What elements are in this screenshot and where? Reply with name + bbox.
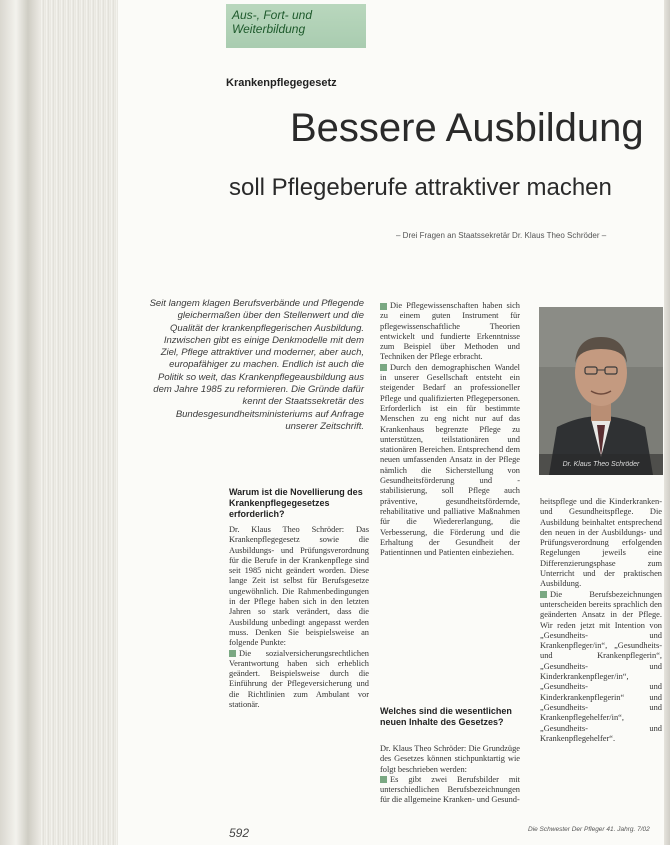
column-3-body xyxy=(540,497,662,744)
right-page-edge xyxy=(664,0,670,845)
portrait-photo xyxy=(539,307,663,475)
footer-source: Die Schwester Der Pfleger 41. Jahrg. 7/02 xyxy=(528,826,650,833)
column-3-bullet: Die Berufsbezeichnungen unterscheiden bereits sprachlich den geänderten Ansatz in der Pflege. Wir reden jetzt mit Intention von „Gesundheits- und Krankenpfleger/in“, „Gesundheits- und Krankenpflegerin“, „Gesundheits- und Kinderkrankenpfleger/in“, „Gesundheits- und Kinderkrankenpflegerin“ und „Gesundheits- und Krankenpflegehelfer/in“, „Gesundheits- und Krankenpflegehelfer“. xyxy=(540,589,662,743)
bullet-square-icon xyxy=(540,591,547,598)
article-headline: Bessere Ausbildung xyxy=(290,106,644,150)
bullet-square-icon xyxy=(229,650,236,657)
column-2-bullet-1: Die Pflegewissenschaften haben sich zu einem guten Instrument für pflegewissenschaftliche Theorien entwickelt und fundierte Erkenntnisse zum Beispiel über Methoden und Techniken der Pflege erbracht. xyxy=(380,301,520,362)
column-2-body xyxy=(380,301,520,558)
book-binding xyxy=(0,0,40,845)
section-label: Aus-, Fort- und Weiterbildung xyxy=(232,8,313,36)
column-1-bullet: Die sozialversicherungsrechtlichen Verantwortung haben sich erheblich geändert. Beispielsweise durch die Einführung der Pflegeversicherung und die Richtlinien zum Ambulant vor stationär. xyxy=(229,648,369,710)
column-2-bullet-3: Es gibt zwei Berufsbilder mit unterschiedlichen Berufsbezeichnungen für die allgemeine Kranken- und Gesund- xyxy=(380,774,520,805)
page-edges xyxy=(40,0,118,845)
article-byline: – Drei Fragen an Staatssekretär Dr. Klaus Theo Schröder – xyxy=(396,231,607,240)
column-1-body xyxy=(229,525,369,710)
photo-caption: Dr. Klaus Theo Schröder xyxy=(539,454,663,475)
bullet-square-icon xyxy=(380,776,387,783)
article-subhead: soll Pflegeberufe attraktiver machen xyxy=(229,174,612,201)
page-number: 592 xyxy=(229,826,250,840)
bullet-square-icon xyxy=(380,303,387,310)
portrait-illustration xyxy=(539,307,663,475)
column-1-answer: Dr. Klaus Theo Schröder: Das Krankenpflegegesetz sowie die Ausbildungs- und Prüfungsverordnung für die Berufe in der Krankenpflege sind seit 1985 nicht geändert worden. Diese lange Zeit ist selbst für Berufsgesetze ungewöhnlich. Die Rahmenbedingungen in der Pflege haben sich in den letzten Jahren so stark verändert, dass die Ausbildung unbedingt angepasst werden muss. Denken Sie beispielsweise an folgende Punkte: xyxy=(229,525,369,648)
article-intro: Seit langem klagen Berufsverbände und Pflegende gleichermaßen über den Stellenwert und die Qualität der krankenpflegerischen Ausbildung. Inzwischen gibt es einige Denkmodelle mit dem Ziel, Pflege attraktiver und moderner, aber auch, europafähiger zu machen. Endlich ist auch die Politik so weit, das Krankenpflegeausbildung aus dem Jahre 1985 zu reformieren. Die Gründe dafür kennt der Staatssekretär des Bundesgesundheitsministeriums auf Anfrage unserer Zeitschrift. xyxy=(149,298,364,432)
question-1: Warum ist die Novellierung des Krankenpflegegesetzes erforderlich? xyxy=(229,487,363,519)
column-2-bullet-2: Durch den demographischen Wandel in unserer Gesellschaft entsteht ein steigender Bedarf an professioneller Pflege und qualifizierten Pflegepersonen. Erforderlich ist ein für bestimmte Menschen zu eng nicht nur auf das Krankenhaus begrenzte Pflege zu unterstützen, teilstationären und stationären Bereichen. Entsprechend dem neuen umfassenden Ansatz in der Pflege nämlich die Sicherstellung von Gesundheitsförderung und -stabilisierung, soll Pflege auch präventive, gesundheitsfördernde, rehabilitative und palliative Maßnahmen für die Wiedererlangung, die Verbesserung, die Förderung und die Erhaltung der Gesundheit der Patientinnen und Patienten einbeziehen. xyxy=(380,362,520,558)
article-kicker: Krankenpflegegesetz xyxy=(226,77,337,89)
column-2-answer-block xyxy=(380,744,520,806)
question-2: Welches sind die wesentlichen neuen Inhalte des Gesetzes? xyxy=(380,706,512,727)
bullet-square-icon xyxy=(380,364,387,371)
column-3-text: heitspflege und die Kinderkranken- und Gesundheitspflege. Die Ausbildung beinhaltet entsprechend den neuen in der Ausbildungs- und Prüfungsverordnung erfolgenden Regelungen jeweils eine Differenzierungsphase zum Unterricht und der praktischen Ausbildung. xyxy=(540,497,662,589)
column-2-answer: Dr. Klaus Theo Schröder: Die Grundzüge des Gesetzes können stichpunktartig wie folgt beschrieben werden: xyxy=(380,744,520,774)
